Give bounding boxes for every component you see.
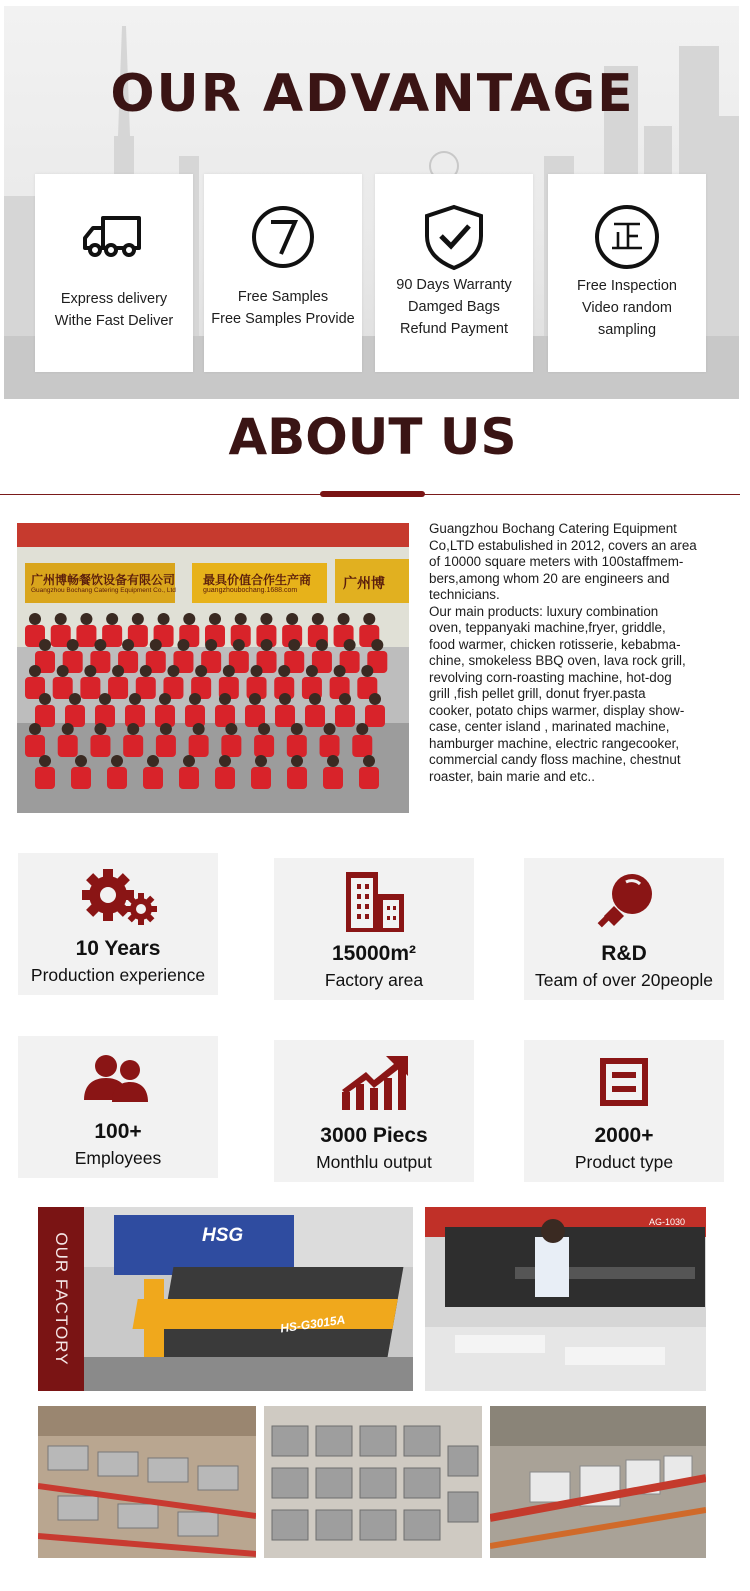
- team-photo-illustration: [17, 523, 409, 813]
- team-photo: [17, 523, 409, 813]
- stat-rd: [524, 858, 724, 1000]
- team-member-head: [235, 613, 247, 625]
- about-accent-bar: [320, 491, 425, 497]
- team-member-head: [278, 665, 290, 677]
- stat-years-value: 10 Years: [75, 937, 161, 960]
- advantage-section: [4, 6, 739, 399]
- team-member-shirt: [25, 735, 45, 757]
- team-member-shirt: [53, 677, 73, 699]
- team-member-head: [39, 755, 51, 767]
- inspection-line-3: sampling: [597, 322, 657, 338]
- stat-years: [18, 853, 218, 995]
- team-member-head: [147, 755, 159, 767]
- team-member-shirt: [189, 735, 209, 757]
- banner-middle: 最具价值合作生产商: [203, 573, 312, 587]
- team-member-shirt: [35, 767, 55, 789]
- team-member-head: [334, 665, 346, 677]
- people-icon: [78, 1048, 158, 1110]
- team-member-shirt: [35, 705, 55, 727]
- factory-photo-press-brake: [425, 1207, 706, 1391]
- machine-model: HS-G3015A: [279, 1312, 347, 1336]
- team-member-head: [327, 755, 339, 767]
- team-member-head: [112, 665, 124, 677]
- team-member-head: [129, 693, 141, 705]
- team-member-head: [260, 613, 272, 625]
- team-member-shirt: [254, 735, 274, 757]
- team-member-head: [312, 613, 324, 625]
- team-member-shirt: [251, 767, 271, 789]
- growth-chart-icon: [334, 1052, 414, 1114]
- team-member-head: [261, 639, 273, 651]
- stat-products-value: 2000+: [594, 1124, 654, 1147]
- team-member-head: [140, 665, 152, 677]
- stat-output: [274, 1040, 474, 1182]
- team-member-shirt: [90, 735, 110, 757]
- stat-area-label: Factory area: [324, 970, 424, 990]
- team-member-shirt: [143, 767, 163, 789]
- team-member-head: [288, 639, 300, 651]
- team-member-shirt: [156, 735, 176, 757]
- advantage-title: OUR ADVANTAGE: [110, 64, 635, 124]
- zheng-circle-icon: [592, 202, 662, 272]
- factory-photo-assembly-3: [490, 1406, 706, 1558]
- team-member-head: [127, 723, 139, 735]
- team-member-shirt: [80, 677, 100, 699]
- team-member-head: [316, 639, 328, 651]
- warranty-line-3: Refund Payment: [399, 321, 508, 337]
- advantage-card-delivery: [35, 174, 193, 372]
- team-member-head: [249, 693, 261, 705]
- team-member-shirt: [71, 767, 91, 789]
- stat-output-value: 3000 Piecs: [320, 1124, 428, 1147]
- assembly-line-illustration-3: [490, 1406, 706, 1558]
- team-member-shirt: [107, 767, 127, 789]
- team-member-head: [279, 693, 291, 705]
- team-member-head: [159, 693, 171, 705]
- team-member-shirt: [58, 735, 78, 757]
- team-member-shirt: [275, 705, 295, 727]
- team-member-head: [255, 755, 267, 767]
- team-member-head: [75, 755, 87, 767]
- machine-brand: HSG: [202, 1225, 244, 1246]
- team-member-head: [219, 693, 231, 705]
- assembly-line-illustration-1: [38, 1406, 256, 1558]
- factory-photo-assembly-2: [264, 1406, 482, 1558]
- team-member-head: [57, 665, 69, 677]
- banner-company-name: 广州博畅餐饮设备有限公司: [31, 573, 176, 587]
- team-member-head: [94, 723, 106, 735]
- team-member-head: [160, 723, 172, 735]
- team-member-head: [251, 665, 263, 677]
- team-member-head: [324, 723, 336, 735]
- team-member-head: [223, 665, 235, 677]
- factory-tag: [38, 1207, 84, 1391]
- team-member-head: [84, 665, 96, 677]
- team-member-head: [291, 723, 303, 735]
- truck-icon: [79, 202, 149, 272]
- team-member-head: [39, 639, 51, 651]
- team-member-head: [80, 613, 92, 625]
- team-member-shirt: [320, 735, 340, 757]
- team-member-head: [209, 613, 221, 625]
- stat-employees-label: Employees: [74, 1148, 162, 1168]
- stat-products: [524, 1040, 724, 1182]
- factory-photo-laser-cutter: [84, 1207, 413, 1391]
- team-member-head: [177, 639, 189, 651]
- team-member-head: [205, 639, 217, 651]
- stat-area: [274, 858, 474, 1000]
- team-member-shirt: [323, 767, 343, 789]
- stat-employees-value: 100+: [94, 1120, 142, 1143]
- team-member-shirt: [215, 767, 235, 789]
- press-model: AG-1030: [649, 1217, 686, 1227]
- team-member-head: [363, 613, 375, 625]
- inspection-line-1: Free Inspection: [577, 278, 677, 294]
- banner-company-sub: Guangzhou Bochang Catering Equipment Co., Ltd: [31, 587, 176, 594]
- team-member-head: [39, 693, 51, 705]
- stat-years-label: Production experience: [30, 965, 206, 985]
- team-member-shirt: [76, 625, 96, 647]
- team-member-shirt: [221, 735, 241, 757]
- warranty-line-1: 90 Days Warranty: [396, 277, 512, 293]
- laser-cutter-illustration: [84, 1207, 413, 1391]
- building-icon: [334, 870, 414, 932]
- team-member-head: [67, 639, 79, 651]
- team-member-head: [189, 693, 201, 705]
- advantage-card-samples: [204, 174, 362, 372]
- about-title: ABOUT US: [228, 408, 517, 466]
- stat-products-label: Product type: [574, 1152, 674, 1172]
- team-member-head: [29, 723, 41, 735]
- team-member-head: [158, 613, 170, 625]
- team-member-head: [371, 639, 383, 651]
- gears-icon: [78, 865, 158, 927]
- team-member-shirt: [123, 735, 143, 757]
- stat-rd-label: Team of over 20people: [534, 970, 714, 990]
- team-member-head: [183, 613, 195, 625]
- team-member-shirt: [305, 705, 325, 727]
- stat-employees: [18, 1036, 218, 1178]
- team-member-head: [29, 613, 41, 625]
- team-member-head: [167, 665, 179, 677]
- banner-right: 广州博: [343, 575, 385, 591]
- about-paragraph: Guangzhou Bochang Catering Equipment Co,LTD estabulished in 2012, covers an area of 10000 square meters with 100staffmem- bers,among whom 20 are engineers and technicians. Our main products: luxury combination oven, teppanyaki machine,fryer, griddle, food warmer, chicken rotisserie, kebabma- chine, smokeless BBQ oven, lava rock grill, revolving corn-roasting machine, hot-dog grill ,fish pellet grill, donut fryer.pasta cooker, potato chips warmer, display show- case, center island , marinated machine, hamburger machine, electric rangecooker, commercial candy floss machine, chestnut roaster, bain marie and etc..: [429, 521, 697, 784]
- stat-output-label: Monthlu output: [316, 1152, 432, 1172]
- team-member-head: [99, 693, 111, 705]
- team-member-head: [62, 723, 74, 735]
- team-member-head: [132, 613, 144, 625]
- team-member-head: [225, 723, 237, 735]
- team-member-head: [369, 693, 381, 705]
- advantage-card-warranty: [375, 174, 533, 372]
- team-member-head: [219, 755, 231, 767]
- team-member-head: [286, 613, 298, 625]
- team-member-head: [122, 639, 134, 651]
- team-member-head: [193, 723, 205, 735]
- team-member-shirt: [108, 677, 128, 699]
- warranty-line-2: Damged Bags: [408, 299, 500, 315]
- team-member-shirt: [335, 705, 355, 727]
- team-member-head: [356, 723, 368, 735]
- team-member-shirt: [365, 705, 385, 727]
- shield-check-icon: [419, 202, 489, 272]
- team-member-head: [183, 755, 195, 767]
- team-member-head: [195, 665, 207, 677]
- team-member-head: [306, 665, 318, 677]
- team-member-head: [361, 665, 373, 677]
- samples-line-1: Free Samples: [237, 289, 329, 305]
- team-member-head: [106, 613, 118, 625]
- team-member-shirt: [287, 767, 307, 789]
- list-box-icon: [584, 1052, 664, 1114]
- factory-photo-assembly-1: [38, 1406, 256, 1558]
- stat-area-value: 15000m²: [331, 942, 417, 965]
- team-member-shirt: [287, 735, 307, 757]
- press-brake-illustration: [425, 1207, 706, 1391]
- inspection-line-2: Video random: [581, 300, 673, 316]
- team-member-head: [94, 639, 106, 651]
- team-member-head: [338, 613, 350, 625]
- team-member-shirt: [359, 767, 379, 789]
- team-member-head: [55, 613, 67, 625]
- team-member-shirt: [352, 735, 372, 757]
- team-member-head: [69, 693, 81, 705]
- banner-middle-sub: guangzhoubochang.1688.com: [203, 587, 298, 594]
- team-member-head: [111, 755, 123, 767]
- team-member-head: [29, 665, 41, 677]
- seven-circle-icon: [248, 202, 318, 272]
- team-member-shirt: [179, 767, 199, 789]
- team-member-head: [150, 639, 162, 651]
- delivery-line-1: Express delivery: [60, 291, 168, 307]
- team-member-head: [291, 755, 303, 767]
- samples-line-2: Free Samples Provide: [211, 311, 355, 327]
- team-member-head: [309, 693, 321, 705]
- delivery-line-2: Withe Fast Deliver: [54, 313, 174, 329]
- advantage-card-inspection: [548, 174, 706, 372]
- stat-rd-value: R&D: [601, 942, 647, 965]
- team-member-head: [258, 723, 270, 735]
- team-member-head: [339, 693, 351, 705]
- lightbulb-icon: [584, 870, 664, 932]
- assembly-line-illustration-2: [264, 1406, 482, 1558]
- factory-tag-label: OUR FACTORY: [52, 1232, 71, 1366]
- team-member-head: [363, 755, 375, 767]
- team-member-head: [233, 639, 245, 651]
- team-member-head: [344, 639, 356, 651]
- team-member-shirt: [185, 705, 205, 727]
